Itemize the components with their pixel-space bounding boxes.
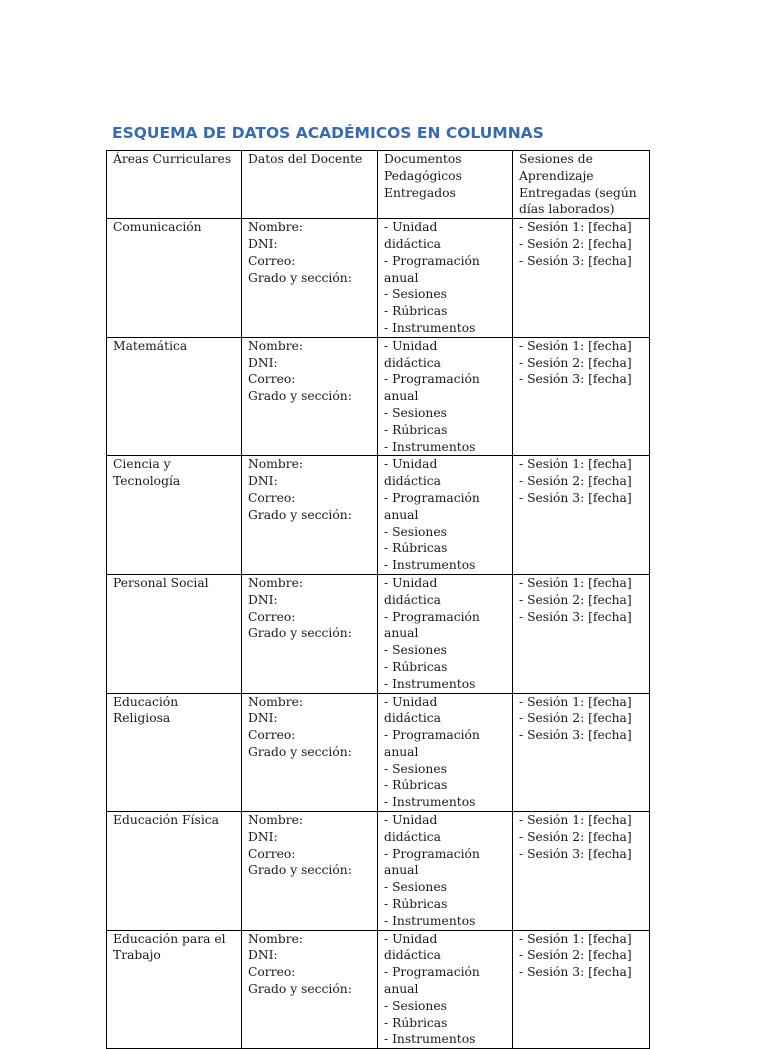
docente-field-label: Correo: [248,965,296,980]
area-cell: Educación Religiosa [107,693,242,812]
docente-field-label: Correo: [248,253,296,268]
sesiones-cell [513,693,650,812]
sesion-item: - Sesión 3: [fecha] [519,965,632,980]
docente-field-label: Grado y sección: [248,744,352,759]
documento-item: - Rúbricas [384,304,448,319]
documento-item: - Unidad didáctica [384,457,441,489]
table-row [107,812,650,931]
documento-item: - Unidad didáctica [384,931,441,963]
area-cell: Educación para el Trabajo [107,930,242,1049]
docente-field-label: DNI: [248,236,278,251]
sesion-item: - Sesión 3: [fecha] [519,846,632,861]
docente-field-label: Nombre: [248,575,303,590]
sesion-item: - Sesión 2: [fecha] [519,829,632,844]
documento-item: - Programación anual [384,253,480,285]
documento-item: - Sesiones [384,643,447,658]
sesion-item: - Sesión 2: [fecha] [519,236,632,251]
documento-item: - Unidad didáctica [384,694,441,726]
table-row [107,693,650,812]
header-datos-docente: Datos del Docente [242,151,378,219]
sesion-item: - Sesión 1: [fecha] [519,220,632,235]
documento-item: - Instrumentos [384,1032,476,1047]
docente-field-label: Nombre: [248,338,303,353]
sesion-item: - Sesión 3: [fecha] [519,372,632,387]
sesion-item: - Sesión 2: [fecha] [519,711,632,726]
header-documentos-pedagogicos: Documentos Pedagógicos Entregados [378,151,513,219]
docente-field-label: Nombre: [248,457,303,472]
docente-field-label: Correo: [248,490,296,505]
sesiones-cell [513,574,650,693]
sesion-item: - Sesión 2: [fecha] [519,592,632,607]
docente-field-label: Grado y sección: [248,982,352,997]
docente-field-label: Nombre: [248,813,303,828]
documento-item: - Rúbricas [384,659,448,674]
docente-field-label: Grado y sección: [248,863,352,878]
documentos-cell [378,693,513,812]
documento-item: - Unidad didáctica [384,338,441,370]
sesiones-cell [513,812,650,931]
sesion-item: - Sesión 1: [fecha] [519,931,632,946]
docente-cell [242,574,378,693]
docente-field-label: Grado y sección: [248,507,352,522]
docente-field-label: DNI: [248,948,278,963]
documentos-cell [378,812,513,931]
docente-field-label: DNI: [248,592,278,607]
docente-field-label: DNI: [248,829,278,844]
area-cell: Educación Física [107,812,242,931]
docente-cell [242,812,378,931]
documento-item: - Rúbricas [384,1015,448,1030]
docente-cell [242,337,378,456]
documento-item: - Unidad didáctica [384,575,441,607]
docente-field-label: DNI: [248,474,278,489]
header-areas-curriculares: Áreas Curriculares [107,151,242,219]
academic-data-table [106,150,650,1049]
sesion-item: - Sesión 1: [fecha] [519,694,632,709]
sesion-item: - Sesión 3: [fecha] [519,490,632,505]
documento-item: - Programación anual [384,965,480,997]
docente-cell [242,930,378,1049]
table-row [107,930,650,1049]
docente-cell [242,693,378,812]
documento-item: - Sesiones [384,880,447,895]
documento-item: - Instrumentos [384,913,476,928]
sesion-item: - Sesión 2: [fecha] [519,355,632,370]
sesion-item: - Sesión 2: [fecha] [519,474,632,489]
documento-item: - Programación anual [384,490,480,522]
sesion-item: - Sesión 1: [fecha] [519,575,632,590]
documentos-cell [378,219,513,338]
documento-item: - Instrumentos [384,558,476,573]
table-body [107,219,650,1049]
documentos-cell [378,574,513,693]
table-row [107,337,650,456]
docente-field-label: Nombre: [248,931,303,946]
table-row [107,456,650,575]
sesion-item: - Sesión 3: [fecha] [519,253,632,268]
documento-item: - Instrumentos [384,320,476,335]
document-title: ESQUEMA DE DATOS ACADÉMICOS EN COLUMNAS [112,124,544,142]
documento-item: - Instrumentos [384,795,476,810]
docente-cell [242,456,378,575]
documento-item: - Sesiones [384,761,447,776]
area-cell: Matemática [107,337,242,456]
sesion-item: - Sesión 3: [fecha] [519,728,632,743]
documentos-cell [378,337,513,456]
documento-item: - Instrumentos [384,439,476,454]
docente-field-label: Nombre: [248,220,303,235]
documento-item: - Rúbricas [384,541,448,556]
documento-item: - Programación anual [384,372,480,404]
documento-item: - Sesiones [384,287,447,302]
docente-field-label: Correo: [248,728,296,743]
sesion-item: - Sesión 2: [fecha] [519,948,632,963]
documento-item: - Unidad didáctica [384,220,441,251]
sesiones-cell [513,337,650,456]
area-cell: Comunicación [107,219,242,338]
documento-item: - Sesiones [384,998,447,1013]
docente-field-label: Grado y sección: [248,389,352,404]
sesion-item: - Sesión 1: [fecha] [519,338,632,353]
documento-item: - Instrumentos [384,676,476,691]
table-header-row [107,151,650,219]
documento-item: - Sesiones [384,524,447,539]
table-row [107,219,650,338]
docente-field-label: DNI: [248,355,278,370]
documento-item: - Rúbricas [384,422,448,437]
docente-field-label: DNI: [248,711,278,726]
documento-item: - Programación anual [384,846,480,878]
docente-field-label: Grado y sección: [248,626,352,641]
sesiones-cell [513,219,650,338]
documento-item: - Sesiones [384,405,447,420]
header-sesiones-aprendizaje: Sesiones de Aprendizaje Entregadas (según días laborados) [513,151,650,219]
documentos-cell [378,930,513,1049]
sesiones-cell [513,456,650,575]
documento-item: - Rúbricas [384,897,448,912]
docente-field-label: Correo: [248,372,296,387]
documento-item: - Rúbricas [384,778,448,793]
documento-item: - Programación anual [384,728,480,759]
table-row [107,574,650,693]
docente-field-label: Correo: [248,609,296,624]
documento-item: - Programación anual [384,609,480,641]
sesiones-cell [513,930,650,1049]
documento-item: - Unidad didáctica [384,813,441,844]
sesion-item: - Sesión 3: [fecha] [519,609,632,624]
docente-field-label: Nombre: [248,694,303,709]
documentos-cell [378,456,513,575]
docente-cell [242,219,378,338]
docente-field-label: Grado y sección: [248,270,352,285]
docente-field-label: Correo: [248,846,296,861]
sesion-item: - Sesión 1: [fecha] [519,457,632,472]
area-cell: Personal Social [107,574,242,693]
sesion-item: - Sesión 1: [fecha] [519,813,632,828]
area-cell: Ciencia y Tecnología [107,456,242,575]
